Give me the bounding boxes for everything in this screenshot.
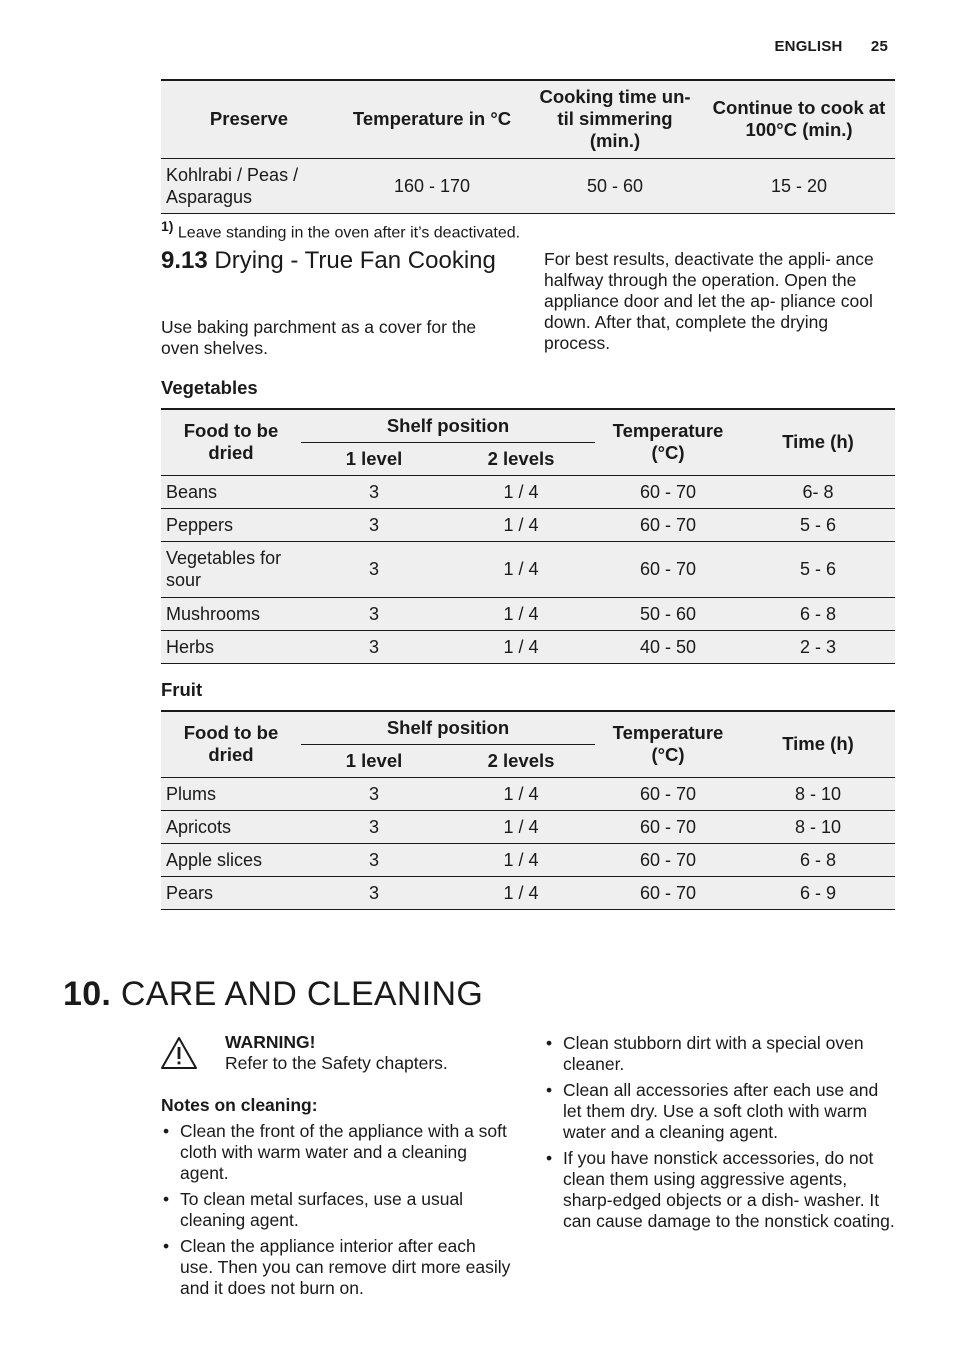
cell-2-levels: 1 / 4: [447, 475, 595, 508]
section-title: Drying - True Fan Cooking: [214, 247, 496, 274]
cell-time: 6 - 8: [741, 597, 895, 630]
col-shelf-position: Shelf position: [301, 711, 595, 744]
col-food: Food to be dried: [161, 409, 301, 475]
table-row: [161, 508, 895, 541]
footnote-marker: 1): [161, 218, 174, 234]
cell-temperature: 60 - 70: [595, 777, 741, 810]
language-label: ENGLISH: [774, 38, 843, 55]
cell-temperature: 60 - 70: [595, 876, 741, 909]
cell-temperature: 60 - 70: [595, 541, 741, 597]
list-item: • Clean the front of the appliance with a soft cloth with warm water and a cleaning agent.: [161, 1121, 513, 1184]
footnote-text: Leave standing in the oven after it’s deactivated.: [177, 224, 521, 242]
col-1-level: 1 level: [301, 442, 447, 475]
cell-temperature: 60 - 70: [595, 475, 741, 508]
warning-title: WARNING!: [225, 1032, 316, 1052]
col-1-level: 1 level: [301, 744, 447, 777]
cell-food: Peppers: [161, 508, 301, 541]
cell-food: Apricots: [161, 810, 301, 843]
warning-block: [225, 1032, 448, 1074]
col-temperature: Temperature (°C): [595, 409, 741, 475]
cell-temperature: 60 - 70: [595, 810, 741, 843]
col-food: Food to be dried: [161, 711, 301, 777]
chapter-title: CARE AND CLEANING: [120, 975, 484, 1013]
cell-time: 8 - 10: [741, 810, 895, 843]
cell-food: Pears: [161, 876, 301, 909]
cell-continue: 15 - 20: [703, 158, 895, 213]
cell-1-level: 3: [301, 475, 447, 508]
cell-time: 5 - 6: [741, 508, 895, 541]
cell-food: Apple slices: [161, 843, 301, 876]
vegetables-title: Vegetables: [161, 377, 258, 398]
warning-icon: [160, 1036, 198, 1075]
page-number: 25: [870, 38, 888, 55]
section-number: 9.13: [161, 247, 208, 274]
list-item: • Clean stubborn dirt with a special oven cleaner.: [544, 1033, 896, 1075]
table-row: [161, 630, 895, 663]
col-preserve: Preserve: [161, 80, 337, 158]
cell-food: Mushrooms: [161, 597, 301, 630]
page-header: [774, 38, 888, 55]
table-row: [161, 843, 895, 876]
cell-2-levels: 1 / 4: [447, 597, 595, 630]
cell-temperature: 40 - 50: [595, 630, 741, 663]
cell-2-levels: 1 / 4: [447, 508, 595, 541]
cell-2-levels: 1 / 4: [447, 541, 595, 597]
table-row: [161, 597, 895, 630]
preserve-table: [161, 79, 895, 214]
fruit-title: Fruit: [161, 679, 203, 700]
cell-temperature: 160 - 170: [337, 158, 527, 213]
notes-right-list: [544, 1033, 896, 1237]
cell-time: 6 - 9: [741, 876, 895, 909]
cell-temperature: 60 - 70: [595, 508, 741, 541]
cell-time: 5 - 6: [741, 541, 895, 597]
list-item: • To clean metal surfaces, use a usual cleaning agent.: [161, 1189, 513, 1231]
cell-time: 8 - 10: [741, 777, 895, 810]
chapter-heading: [63, 975, 483, 1014]
cell-time: 6- 8: [741, 475, 895, 508]
col-temperature: Temperature in °C: [337, 80, 527, 158]
cell-cooking-time: 50 - 60: [527, 158, 703, 213]
cell-2-levels: 1 / 4: [447, 630, 595, 663]
chapter-number: 10.: [63, 975, 112, 1013]
cell-1-level: 3: [301, 630, 447, 663]
table-row: [161, 541, 895, 597]
cell-food: Plums: [161, 777, 301, 810]
col-time: Time (h): [741, 409, 895, 475]
table-row: [161, 475, 895, 508]
cell-1-level: 3: [301, 541, 447, 597]
col-2-levels: 2 levels: [447, 442, 595, 475]
table-row: [161, 158, 895, 213]
table-row: [161, 777, 895, 810]
col-2-levels: 2 levels: [447, 744, 595, 777]
col-temperature: Temperature (°C): [595, 711, 741, 777]
cell-preserve: Kohlrabi / Peas / Asparagus: [161, 158, 337, 213]
cell-time: 2 - 3: [741, 630, 895, 663]
cell-1-level: 3: [301, 597, 447, 630]
notes-title: Notes on cleaning:: [161, 1095, 318, 1115]
section-heading: [161, 247, 511, 275]
list-item: • Clean all accessories after each use and let them dry. Use a soft cloth with warm water and a cleaning agent.: [544, 1080, 896, 1143]
list-item: • If you have nonstick accessories, do not clean them using aggressive agents, sharp-edged objects or a dish- washer. It can cause damage to the nonstick coating.: [544, 1148, 896, 1232]
cell-food: Vegetables for sour: [161, 541, 301, 597]
col-continue: Continue to cook at 100°C (min.): [703, 80, 895, 158]
cell-1-level: 3: [301, 810, 447, 843]
section-left-text: Use baking parchment as a cover for the oven shelves.: [161, 317, 477, 358]
cell-1-level: 3: [301, 508, 447, 541]
footnote: [161, 218, 520, 242]
cell-temperature: 50 - 60: [595, 597, 741, 630]
section-right-text: For best results, deactivate the appli- ance halfway through the operation. Open the appliance door and let the ap- pliance cool down. After that, complete the drying process.: [544, 249, 874, 353]
fruit-table: [161, 710, 895, 910]
col-cooking-time: Cooking time un- til simmering (min.): [527, 80, 703, 158]
warning-text: Refer to the Safety chapters.: [225, 1053, 448, 1073]
cell-2-levels: 1 / 4: [447, 843, 595, 876]
cell-food: Beans: [161, 475, 301, 508]
cell-1-level: 3: [301, 777, 447, 810]
table-row: [161, 876, 895, 909]
list-item: • Clean the appliance interior after each use. Then you can remove dirt more easily and it does not burn on.: [161, 1236, 513, 1299]
notes-left-list: [161, 1121, 513, 1304]
vegetables-table: [161, 408, 895, 664]
cell-2-levels: 1 / 4: [447, 810, 595, 843]
col-time: Time (h): [741, 711, 895, 777]
cell-time: 6 - 8: [741, 843, 895, 876]
table-row: [161, 810, 895, 843]
cell-1-level: 3: [301, 843, 447, 876]
cell-2-levels: 1 / 4: [447, 777, 595, 810]
cell-temperature: 60 - 70: [595, 843, 741, 876]
cell-food: Herbs: [161, 630, 301, 663]
col-shelf-position: Shelf position: [301, 409, 595, 442]
cell-1-level: 3: [301, 876, 447, 909]
cell-2-levels: 1 / 4: [447, 876, 595, 909]
